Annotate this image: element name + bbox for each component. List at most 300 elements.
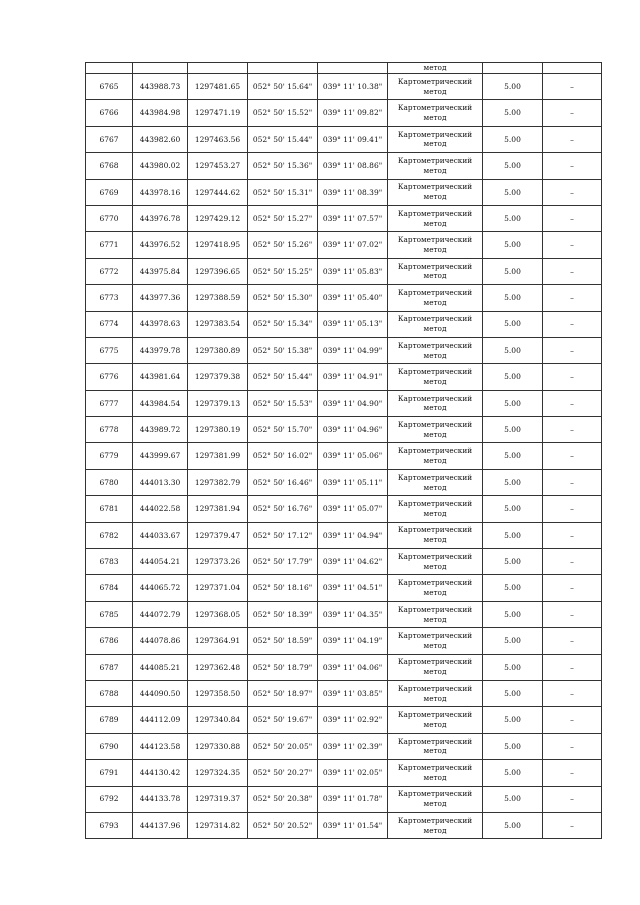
method-cell: [388, 496, 483, 522]
y-coordinate-cell: 1297362.48: [188, 654, 248, 680]
method-line-2: метод: [423, 535, 447, 545]
table-cell: [318, 63, 388, 74]
point-number-cell: 6788: [86, 680, 133, 706]
accuracy-cell: 5.00: [483, 311, 543, 337]
point-number-cell: 6775: [86, 337, 133, 363]
x-coordinate-cell: 444054.21: [133, 549, 188, 575]
point-number-cell: 6793: [86, 812, 133, 838]
x-coordinate-cell: 443978.16: [133, 179, 188, 205]
y-coordinate-cell: 1297379.47: [188, 522, 248, 548]
x-coordinate-cell: 444090.50: [133, 680, 188, 706]
point-number-cell: 6766: [86, 100, 133, 126]
method-line-2: метод: [423, 667, 447, 677]
method-cell: [388, 549, 483, 575]
continued-row: [86, 63, 602, 74]
x-coordinate-cell: 443976.52: [133, 232, 188, 258]
latitude-cell: 052° 50' 19.67": [248, 707, 318, 733]
latitude-cell: 052° 50' 15.70": [248, 417, 318, 443]
point-number-cell: 6791: [86, 760, 133, 786]
accuracy-cell: 5.00: [483, 232, 543, 258]
table-row: [86, 786, 602, 812]
dash-cell: –: [543, 153, 602, 179]
longitude-cell: 039° 11' 08.86": [318, 153, 388, 179]
method-cell: [388, 522, 483, 548]
method-line-2: метод: [423, 693, 447, 703]
point-number-cell: 6779: [86, 443, 133, 469]
table-row: [86, 443, 602, 469]
table-row: [86, 337, 602, 363]
point-number-cell: 6785: [86, 601, 133, 627]
latitude-cell: 052° 50' 15.27": [248, 205, 318, 231]
method-cell: [388, 760, 483, 786]
dash-cell: –: [543, 628, 602, 654]
dash-cell: –: [543, 469, 602, 495]
method-cell: [388, 364, 483, 390]
dash-cell: –: [543, 179, 602, 205]
dash-cell: –: [543, 205, 602, 231]
accuracy-cell: 5.00: [483, 654, 543, 680]
dash-cell: –: [543, 126, 602, 152]
method-line-1: Картометрический: [397, 261, 473, 271]
table-row: [86, 469, 602, 495]
method-cell: [388, 469, 483, 495]
longitude-cell: 039° 11' 02.39": [318, 733, 388, 759]
accuracy-cell: 5.00: [483, 760, 543, 786]
method-cell: [388, 443, 483, 469]
method-cell: [388, 126, 483, 152]
latitude-cell: 052° 50' 17.12": [248, 522, 318, 548]
method-line-2: метод: [423, 218, 447, 228]
longitude-cell: 039° 11' 01.78": [318, 786, 388, 812]
method-line-1: Картометрический: [397, 578, 473, 588]
method-cell: [388, 707, 483, 733]
method-line-1: Картометрический: [397, 103, 473, 113]
point-number-cell: 6780: [86, 469, 133, 495]
dash-cell: –: [543, 311, 602, 337]
longitude-cell: 039° 11' 05.40": [318, 285, 388, 311]
y-coordinate-cell: 1297368.05: [188, 601, 248, 627]
accuracy-cell: 5.00: [483, 258, 543, 284]
method-line-1: Картометрический: [397, 235, 473, 245]
accuracy-cell: 5.00: [483, 179, 543, 205]
latitude-cell: 052° 50' 15.36": [248, 153, 318, 179]
x-coordinate-cell: 444072.79: [133, 601, 188, 627]
method-line-1: Картометрический: [397, 393, 473, 403]
table-row: [86, 390, 602, 416]
table-row: [86, 232, 602, 258]
latitude-cell: 052° 50' 18.97": [248, 680, 318, 706]
y-coordinate-cell: 1297396.65: [188, 258, 248, 284]
longitude-cell: 039° 11' 05.13": [318, 311, 388, 337]
method-cell: [388, 337, 483, 363]
x-coordinate-cell: 443976.78: [133, 205, 188, 231]
table-cell: [543, 63, 602, 74]
method-line-1: Картометрический: [397, 340, 473, 350]
dash-cell: –: [543, 680, 602, 706]
longitude-cell: 039° 11' 04.51": [318, 575, 388, 601]
table-row: [86, 179, 602, 205]
x-coordinate-cell: 444133.78: [133, 786, 188, 812]
method-cell: [388, 232, 483, 258]
point-number-cell: 6771: [86, 232, 133, 258]
method-line-1: Картометрический: [397, 763, 473, 772]
method-line-2: метод: [423, 376, 447, 386]
x-coordinate-cell: 444078.86: [133, 628, 188, 654]
y-coordinate-cell: 1297382.79: [188, 469, 248, 495]
x-coordinate-cell: 443988.73: [133, 74, 188, 100]
longitude-cell: 039° 11' 08.39": [318, 179, 388, 205]
method-line-1: Картометрический: [397, 525, 473, 535]
method-line-2: метод: [423, 297, 447, 307]
method-line-1: Картометрический: [397, 736, 473, 746]
table-row: [86, 496, 602, 522]
method-cell: [388, 390, 483, 416]
longitude-cell: 039° 11' 04.91": [318, 364, 388, 390]
accuracy-cell: 5.00: [483, 126, 543, 152]
latitude-cell: 052° 50' 20.38": [248, 786, 318, 812]
longitude-cell: 039° 11' 05.07": [318, 496, 388, 522]
x-coordinate-cell: 444022.58: [133, 496, 188, 522]
point-number-cell: 6786: [86, 628, 133, 654]
y-coordinate-cell: 1297381.99: [188, 443, 248, 469]
longitude-cell: 039° 11' 05.11": [318, 469, 388, 495]
y-coordinate-cell: 1297379.38: [188, 364, 248, 390]
table-row: [86, 205, 602, 231]
latitude-cell: 052° 50' 16.46": [248, 469, 318, 495]
method-line-2: метод: [423, 640, 447, 650]
accuracy-cell: 5.00: [483, 100, 543, 126]
y-coordinate-cell: 1297371.04: [188, 575, 248, 601]
y-coordinate-cell: 1297380.89: [188, 337, 248, 363]
method-line-1: Картометрический: [397, 208, 473, 218]
point-number-cell: 6790: [86, 733, 133, 759]
table-row: [86, 707, 602, 733]
method-line-1: Картометрический: [397, 499, 473, 509]
method-cell: [388, 100, 483, 126]
x-coordinate-cell: 443982.60: [133, 126, 188, 152]
dash-cell: –: [543, 232, 602, 258]
x-coordinate-cell: 443989.72: [133, 417, 188, 443]
dash-cell: –: [543, 74, 602, 100]
longitude-cell: 039° 11' 03.85": [318, 680, 388, 706]
latitude-cell: 052° 50' 15.44": [248, 364, 318, 390]
table-row: [86, 812, 602, 838]
longitude-cell: 039° 11' 01.54": [318, 812, 388, 838]
accuracy-cell: 5.00: [483, 205, 543, 231]
dash-cell: –: [543, 285, 602, 311]
table-row: [86, 575, 602, 601]
method-line-1: Картометрический: [397, 657, 473, 667]
table-cell: [133, 63, 188, 74]
table-row: [86, 549, 602, 575]
table-row: [86, 126, 602, 152]
table-row: [86, 601, 602, 627]
x-coordinate-cell: 444130.42: [133, 760, 188, 786]
point-number-cell: 6787: [86, 654, 133, 680]
accuracy-cell: 5.00: [483, 786, 543, 812]
point-number-cell: 6767: [86, 126, 133, 152]
longitude-cell: 039° 11' 09.41": [318, 126, 388, 152]
dash-cell: –: [543, 575, 602, 601]
accuracy-cell: 5.00: [483, 153, 543, 179]
latitude-cell: 052° 50' 20.27": [248, 760, 318, 786]
method-line-2: метод: [423, 165, 447, 175]
latitude-cell: 052° 50' 20.52": [248, 812, 318, 838]
point-number-cell: 6769: [86, 179, 133, 205]
dash-cell: –: [543, 707, 602, 733]
longitude-cell: 039° 11' 07.02": [318, 232, 388, 258]
dash-cell: –: [543, 760, 602, 786]
accuracy-cell: 5.00: [483, 575, 543, 601]
method-line-2: метод: [423, 588, 447, 598]
method-cell: [388, 258, 483, 284]
latitude-cell: 052° 50' 16.02": [248, 443, 318, 469]
dash-cell: –: [543, 786, 602, 812]
x-coordinate-cell: 444123.58: [133, 733, 188, 759]
point-number-cell: 6776: [86, 364, 133, 390]
table-row: [86, 628, 602, 654]
method-line-2: метод: [423, 561, 447, 571]
latitude-cell: 052° 50' 15.25": [248, 258, 318, 284]
point-number-cell: 6792: [86, 786, 133, 812]
dash-cell: –: [543, 549, 602, 575]
method-line-1: Картометрический: [397, 446, 473, 456]
accuracy-cell: 5.00: [483, 469, 543, 495]
method-line-2: метод: [423, 113, 447, 123]
accuracy-cell: 5.00: [483, 74, 543, 100]
table-row: [86, 153, 602, 179]
y-coordinate-cell: 1297463.56: [188, 126, 248, 152]
table-cell: [188, 63, 248, 74]
table-row: [86, 285, 602, 311]
method-line-1: Картометрический: [397, 472, 473, 482]
longitude-cell: 039° 11' 02.92": [318, 707, 388, 733]
method-cell: [388, 417, 483, 443]
method-cell: [388, 654, 483, 680]
method-line-1: Картометрический: [397, 129, 473, 139]
longitude-cell: 039° 11' 04.90": [318, 390, 388, 416]
method-line-2: метод: [423, 508, 447, 518]
latitude-cell: 052° 50' 15.44": [248, 126, 318, 152]
x-coordinate-cell: 443980.02: [133, 153, 188, 179]
y-coordinate-cell: 1297364.91: [188, 628, 248, 654]
method-line-2: метод: [423, 799, 447, 809]
longitude-cell: 039° 11' 04.99": [318, 337, 388, 363]
method-line-2: метод: [423, 245, 447, 255]
method-line-2: метод: [423, 192, 447, 202]
method-cell: [388, 311, 483, 337]
point-number-cell: 6781: [86, 496, 133, 522]
longitude-cell: 039° 11' 10.38": [318, 74, 388, 100]
point-number-cell: 6782: [86, 522, 133, 548]
table-row: [86, 74, 602, 100]
x-coordinate-cell: 443979.78: [133, 337, 188, 363]
y-coordinate-cell: 1297383.54: [188, 311, 248, 337]
method-cell: [388, 601, 483, 627]
x-coordinate-cell: 444013.30: [133, 469, 188, 495]
accuracy-cell: 5.00: [483, 390, 543, 416]
x-coordinate-cell: 443984.54: [133, 390, 188, 416]
point-number-cell: 6789: [86, 707, 133, 733]
method-cell: [388, 812, 483, 838]
latitude-cell: 052° 50' 17.79": [248, 549, 318, 575]
latitude-cell: 052° 50' 18.16": [248, 575, 318, 601]
accuracy-cell: 5.00: [483, 443, 543, 469]
method-cell: [388, 74, 483, 100]
latitude-cell: 052° 50' 15.53": [248, 390, 318, 416]
table-row: [86, 311, 602, 337]
longitude-cell: 039° 11' 07.57": [318, 205, 388, 231]
y-coordinate-cell: 1297314.82: [188, 812, 248, 838]
accuracy-cell: 5.00: [483, 812, 543, 838]
method-cell: [388, 153, 483, 179]
dash-cell: –: [543, 601, 602, 627]
latitude-cell: 052° 50' 15.38": [248, 337, 318, 363]
method-line-1: Картометрический: [397, 156, 473, 166]
method-line-1: Картометрический: [397, 287, 473, 297]
y-coordinate-cell: 1297481.65: [188, 74, 248, 100]
method-line-2: метод: [423, 139, 447, 149]
x-coordinate-cell: 444033.67: [133, 522, 188, 548]
method-cell: [388, 575, 483, 601]
x-coordinate-cell: 443975.84: [133, 258, 188, 284]
table-row: [86, 417, 602, 443]
point-number-cell: 6783: [86, 549, 133, 575]
latitude-cell: 052° 50' 18.59": [248, 628, 318, 654]
y-coordinate-cell: 1297381.94: [188, 496, 248, 522]
point-number-cell: 6774: [86, 311, 133, 337]
table-row: [86, 733, 602, 759]
point-number-cell: 6772: [86, 258, 133, 284]
table-row: [86, 654, 602, 680]
method-line-2: метод: [423, 350, 447, 360]
method-line-1: Картометрический: [397, 604, 473, 614]
dash-cell: –: [543, 337, 602, 363]
y-coordinate-cell: 1297340.84: [188, 707, 248, 733]
y-coordinate-cell: 1297373.26: [188, 549, 248, 575]
accuracy-cell: 5.00: [483, 707, 543, 733]
longitude-cell: 039° 11' 02.05": [318, 760, 388, 786]
latitude-cell: 052° 50' 15.31": [248, 179, 318, 205]
y-coordinate-cell: 1297471.19: [188, 100, 248, 126]
dash-cell: –: [543, 258, 602, 284]
method-line-2: метод: [423, 271, 447, 281]
x-coordinate-cell: 444085.21: [133, 654, 188, 680]
accuracy-cell: 5.00: [483, 601, 543, 627]
table-cell: [86, 63, 133, 74]
longitude-cell: 039° 11' 04.62": [318, 549, 388, 575]
longitude-cell: 039° 11' 04.35": [318, 601, 388, 627]
method-line-2: метод: [423, 456, 447, 466]
dash-cell: –: [543, 100, 602, 126]
latitude-cell: 052° 50' 15.64": [248, 74, 318, 100]
method-line-2: метод: [423, 825, 447, 835]
latitude-cell: 052° 50' 18.39": [248, 601, 318, 627]
method-line-1: Картометрический: [397, 314, 473, 324]
y-coordinate-cell: 1297379.13: [188, 390, 248, 416]
x-coordinate-cell: 444112.09: [133, 707, 188, 733]
coordinates-table-body: [86, 63, 602, 839]
method-line-1: Картометрический: [397, 419, 473, 429]
dash-cell: –: [543, 443, 602, 469]
dash-cell: –: [543, 390, 602, 416]
longitude-cell: 039° 11' 04.94": [318, 522, 388, 548]
y-coordinate-cell: 1297429.12: [188, 205, 248, 231]
latitude-cell: 052° 50' 15.30": [248, 285, 318, 311]
latitude-cell: 052° 50' 15.34": [248, 311, 318, 337]
dash-cell: –: [543, 364, 602, 390]
x-coordinate-cell: 443981.64: [133, 364, 188, 390]
point-number-cell: 6773: [86, 285, 133, 311]
point-number-cell: 6765: [86, 74, 133, 100]
dash-cell: –: [543, 417, 602, 443]
method-cell: [388, 628, 483, 654]
point-number-cell: 6778: [86, 417, 133, 443]
x-coordinate-cell: 443984.98: [133, 100, 188, 126]
method-line-2: метод: [423, 324, 447, 334]
point-number-cell: 6777: [86, 390, 133, 416]
method-line-1: Картометрический: [397, 683, 473, 693]
table-cell: [248, 63, 318, 74]
dash-cell: –: [543, 733, 602, 759]
point-number-cell: 6768: [86, 153, 133, 179]
table-row: [86, 100, 602, 126]
accuracy-cell: 5.00: [483, 337, 543, 363]
method-cell: [388, 179, 483, 205]
method-line-2: метод: [423, 403, 447, 413]
y-coordinate-cell: 1297418.95: [188, 232, 248, 258]
y-coordinate-cell: 1297319.37: [188, 786, 248, 812]
method-cell: [388, 733, 483, 759]
method-line-1: Картометрический: [397, 789, 473, 799]
method-line-1: Картометрический: [397, 710, 473, 720]
longitude-cell: 039° 11' 04.19": [318, 628, 388, 654]
latitude-cell: 052° 50' 18.79": [248, 654, 318, 680]
method-line-2: метод: [423, 772, 447, 782]
longitude-cell: 039° 11' 04.06": [318, 654, 388, 680]
method-cell: [388, 680, 483, 706]
y-coordinate-cell: 1297380.19: [188, 417, 248, 443]
accuracy-cell: 5.00: [483, 522, 543, 548]
latitude-cell: 052° 50' 20.05": [248, 733, 318, 759]
accuracy-cell: 5.00: [483, 680, 543, 706]
method-cell: [388, 285, 483, 311]
accuracy-cell: 5.00: [483, 285, 543, 311]
method-line-2: метод: [423, 86, 447, 96]
method-line-2: метод: [423, 429, 447, 439]
method-line-1: Картометрический: [397, 815, 473, 825]
x-coordinate-cell: 443999.67: [133, 443, 188, 469]
y-coordinate-cell: 1297358.50: [188, 680, 248, 706]
method-line-2: метод: [423, 746, 447, 756]
x-coordinate-cell: 444137.96: [133, 812, 188, 838]
method-line-1: Картометрический: [397, 367, 473, 377]
method-line-1: Картометрический: [397, 182, 473, 192]
accuracy-cell: 5.00: [483, 549, 543, 575]
method-line-2: метод: [423, 482, 447, 492]
dash-cell: –: [543, 496, 602, 522]
x-coordinate-cell: 444065.72: [133, 575, 188, 601]
x-coordinate-cell: 443977.36: [133, 285, 188, 311]
latitude-cell: 052° 50' 15.52": [248, 100, 318, 126]
latitude-cell: 052° 50' 16.76": [248, 496, 318, 522]
table-cell: [483, 63, 543, 74]
y-coordinate-cell: 1297324.35: [188, 760, 248, 786]
longitude-cell: 039° 11' 05.83": [318, 258, 388, 284]
longitude-cell: 039° 11' 09.82": [318, 100, 388, 126]
method-line-2: метод: [423, 720, 447, 730]
table-row: [86, 680, 602, 706]
